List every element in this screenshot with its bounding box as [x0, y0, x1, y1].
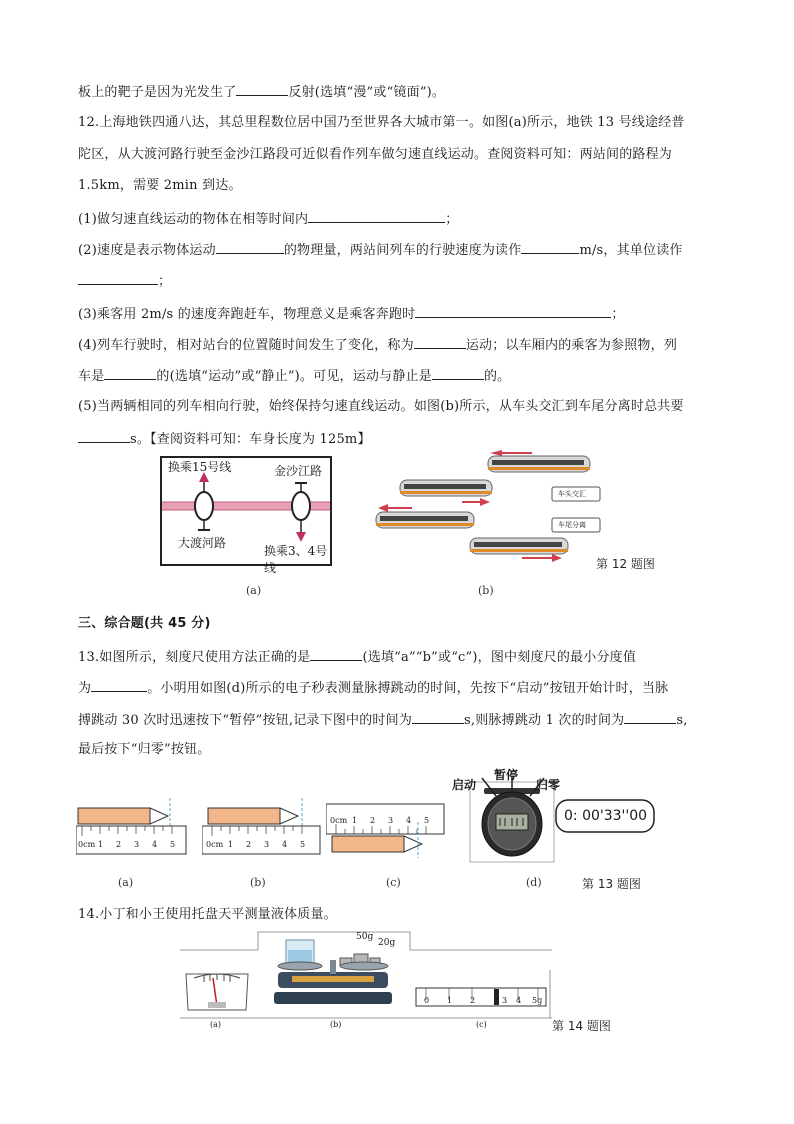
text-segment: 搏跳动 30 次时迅速按下“暂停”按钮,记录下图中的时间为: [78, 713, 413, 728]
figure-12-title: 第 12 题图: [596, 557, 655, 571]
text-segment: s,: [676, 713, 688, 728]
label-transfer15: 换乘15号线: [168, 460, 232, 474]
section-title: 三、综合题(共 45 分): [78, 616, 211, 631]
tick-label: 4: [406, 816, 412, 825]
text-line-1: [78, 82, 445, 102]
caption-13c: (c): [386, 876, 401, 889]
q12-item-2-cont: [78, 271, 171, 291]
text-segment: (选填“a”“b”或“c”)，图中刻度尺的最小分度值: [362, 650, 637, 665]
scale-label: 2: [470, 996, 476, 1005]
train-icon: [488, 456, 590, 472]
figure-14-title: 第 14 题图: [552, 1019, 611, 1033]
q12-item-3: [78, 304, 625, 324]
weight-20g-label: 20g: [378, 938, 396, 948]
text-segment: ；: [445, 212, 459, 227]
text-segment: s,则脉搏跳动 1 次的时间为: [464, 713, 625, 728]
figure-13b: [202, 798, 322, 858]
caption-13a: (a): [118, 876, 134, 889]
text-segment: 板上的靶子是因为光发生了: [78, 85, 237, 100]
tick-label: 3: [264, 840, 270, 849]
text-segment: (1)做匀速直线运动的物体在相等时间内: [78, 212, 309, 227]
rider-scale-icon: [416, 988, 546, 1006]
answer-blank[interactable]: [91, 678, 147, 692]
text-segment: 车是: [78, 369, 105, 384]
figure-12a: [160, 456, 332, 575]
answer-blank[interactable]: [104, 366, 156, 380]
q12-line-3: 1.5km，需要 2min 到达。: [78, 178, 242, 193]
q13-line-4: 最后按下“归零”按钮。: [78, 742, 211, 757]
text-segment: 13.如图所示，刻度尺使用方法正确的是: [78, 650, 311, 665]
q12-item-4-cont: [78, 366, 510, 386]
tick-label: 4: [152, 840, 158, 849]
text-segment: 为: [78, 681, 92, 696]
text-segment: 反射(选填“漫”或“镜面”)。: [288, 85, 446, 100]
answer-blank[interactable]: [308, 209, 445, 223]
figure-13a: [76, 798, 188, 858]
tick-label: 3: [134, 840, 140, 849]
label-meet: 车头交汇: [558, 490, 586, 498]
q13-line-1: [78, 647, 636, 667]
stopwatch-display: 0: 00'33''00: [564, 808, 648, 824]
scale-label: 5g: [532, 996, 543, 1005]
ruler-zero-label: 0cm: [206, 840, 224, 849]
answer-blank[interactable]: [521, 240, 579, 254]
label-separate: 车尾分离: [558, 521, 586, 529]
caption-12a: (a): [246, 584, 262, 597]
q12-line-1: 12.上海地铁四通八达，其总里程数位居中国乃至世界各大城市第一。如图(a)所示，地铁 13 号线途经普: [78, 115, 685, 130]
tick-label: 1: [352, 816, 358, 825]
text-segment: (2)速度是表示物体运动: [78, 243, 216, 258]
text-segment: 的。: [483, 369, 511, 384]
tick-label: 1: [228, 840, 234, 849]
figure-13-title: 第 13 题图: [582, 877, 641, 891]
caption-14a: (a): [210, 1020, 222, 1029]
tick-label: 2: [246, 840, 252, 849]
reset-button-label[interactable]: 归零: [536, 778, 561, 792]
text-segment: m/s，其单位读作: [579, 243, 683, 258]
ruler-zero-label: 0cm: [330, 816, 348, 825]
caption-14b: (b): [330, 1020, 342, 1029]
text-segment: (4)列车行驶时，相对站台的位置随时间发生了变化，称为: [78, 338, 414, 353]
label-dadu: 大渡河路: [178, 536, 227, 550]
q12-item-5-cont: [78, 429, 371, 449]
caption-12b: (b): [478, 584, 494, 597]
q12-item-4: [78, 335, 677, 355]
q13-line-2: [78, 678, 668, 698]
train-icon: [376, 512, 474, 528]
text-segment: 的(选填“运动”或“静止”)。可见，运动与静止是: [156, 369, 432, 384]
text-segment: 运动；以车厢内的乘客为参照物，列: [465, 338, 678, 353]
scale-label: 3: [502, 996, 508, 1005]
text-segment: (3)乘客用 2m/s 的速度奔跑赶车，物理意义是乘客奔跑时: [78, 307, 416, 322]
balance-pointer-icon: [186, 974, 248, 1010]
answer-blank[interactable]: [624, 710, 676, 724]
tick-label: 5: [170, 840, 176, 849]
figure-12b: [372, 450, 608, 568]
q12-item-1: [78, 209, 458, 229]
tick-label: 5: [424, 816, 430, 825]
text-segment: ；: [158, 274, 172, 289]
start-button-label[interactable]: 启动: [452, 778, 477, 792]
figure-13d: [452, 766, 658, 866]
q13-line-3: [78, 710, 688, 730]
label-jinsha: 金沙江路: [274, 464, 323, 478]
label-transfer34: 换乘3、4号线: [264, 544, 328, 575]
tick-label: 2: [370, 816, 376, 825]
q12-line-2: 陀区，从大渡河路行驶至金沙江路段可近似看作列车做匀速直线运动。查阅资料可知：两站间的路程为: [78, 147, 673, 162]
answer-blank[interactable]: [415, 304, 611, 318]
caption-14c: (c): [476, 1020, 487, 1029]
answer-blank[interactable]: [414, 335, 466, 349]
scale-label: 0: [424, 996, 430, 1005]
q12-item-2: [78, 240, 683, 260]
train-icon: [470, 538, 568, 554]
weight-50g-label: 50g: [356, 932, 374, 942]
tick-label: 4: [282, 840, 288, 849]
tick-label: 3: [388, 816, 394, 825]
q14-line: 14.小丁和小王使用托盘天平测量液体质量。: [78, 907, 337, 922]
text-segment: ；: [611, 307, 625, 322]
balance-scale-icon: [274, 940, 392, 1004]
answer-blank[interactable]: [216, 240, 284, 254]
figure-13c: [326, 802, 446, 858]
tick-label: 2: [116, 840, 122, 849]
answer-blank[interactable]: [78, 429, 130, 443]
answer-blank[interactable]: [310, 647, 362, 661]
ruler-zero-label: 0cm: [78, 840, 96, 849]
scale-label: 1: [447, 996, 453, 1005]
pause-button-label[interactable]: 暂停: [494, 768, 519, 782]
figure-14: [180, 930, 552, 1034]
text-segment: 。小明用如图(d)所示的电子秒表测量脉搏跳动的时间，先按下“启动”按钮开始计时，当脉: [147, 681, 669, 696]
train-icon: [400, 480, 492, 496]
caption-13b: (b): [250, 876, 266, 889]
q12-item-5: (5)当两辆相同的列车相向行驶，始终保持匀速直线运动。如图(b)所示，从车头交汇到车尾分离时总共要: [78, 399, 684, 414]
answer-blank[interactable]: [78, 271, 158, 285]
text-segment: s。【查阅资料可知：车身长度为 125m】: [130, 432, 371, 447]
answer-blank[interactable]: [236, 82, 288, 96]
tick-label: 5: [300, 840, 306, 849]
answer-blank[interactable]: [432, 366, 484, 380]
answer-blank[interactable]: [412, 710, 464, 724]
text-segment: 的物理量，两站间列车的行驶速度为读作: [283, 243, 522, 258]
caption-13d: (d): [526, 876, 542, 889]
tick-label: 1: [98, 840, 104, 849]
scale-label: 4: [516, 996, 522, 1005]
